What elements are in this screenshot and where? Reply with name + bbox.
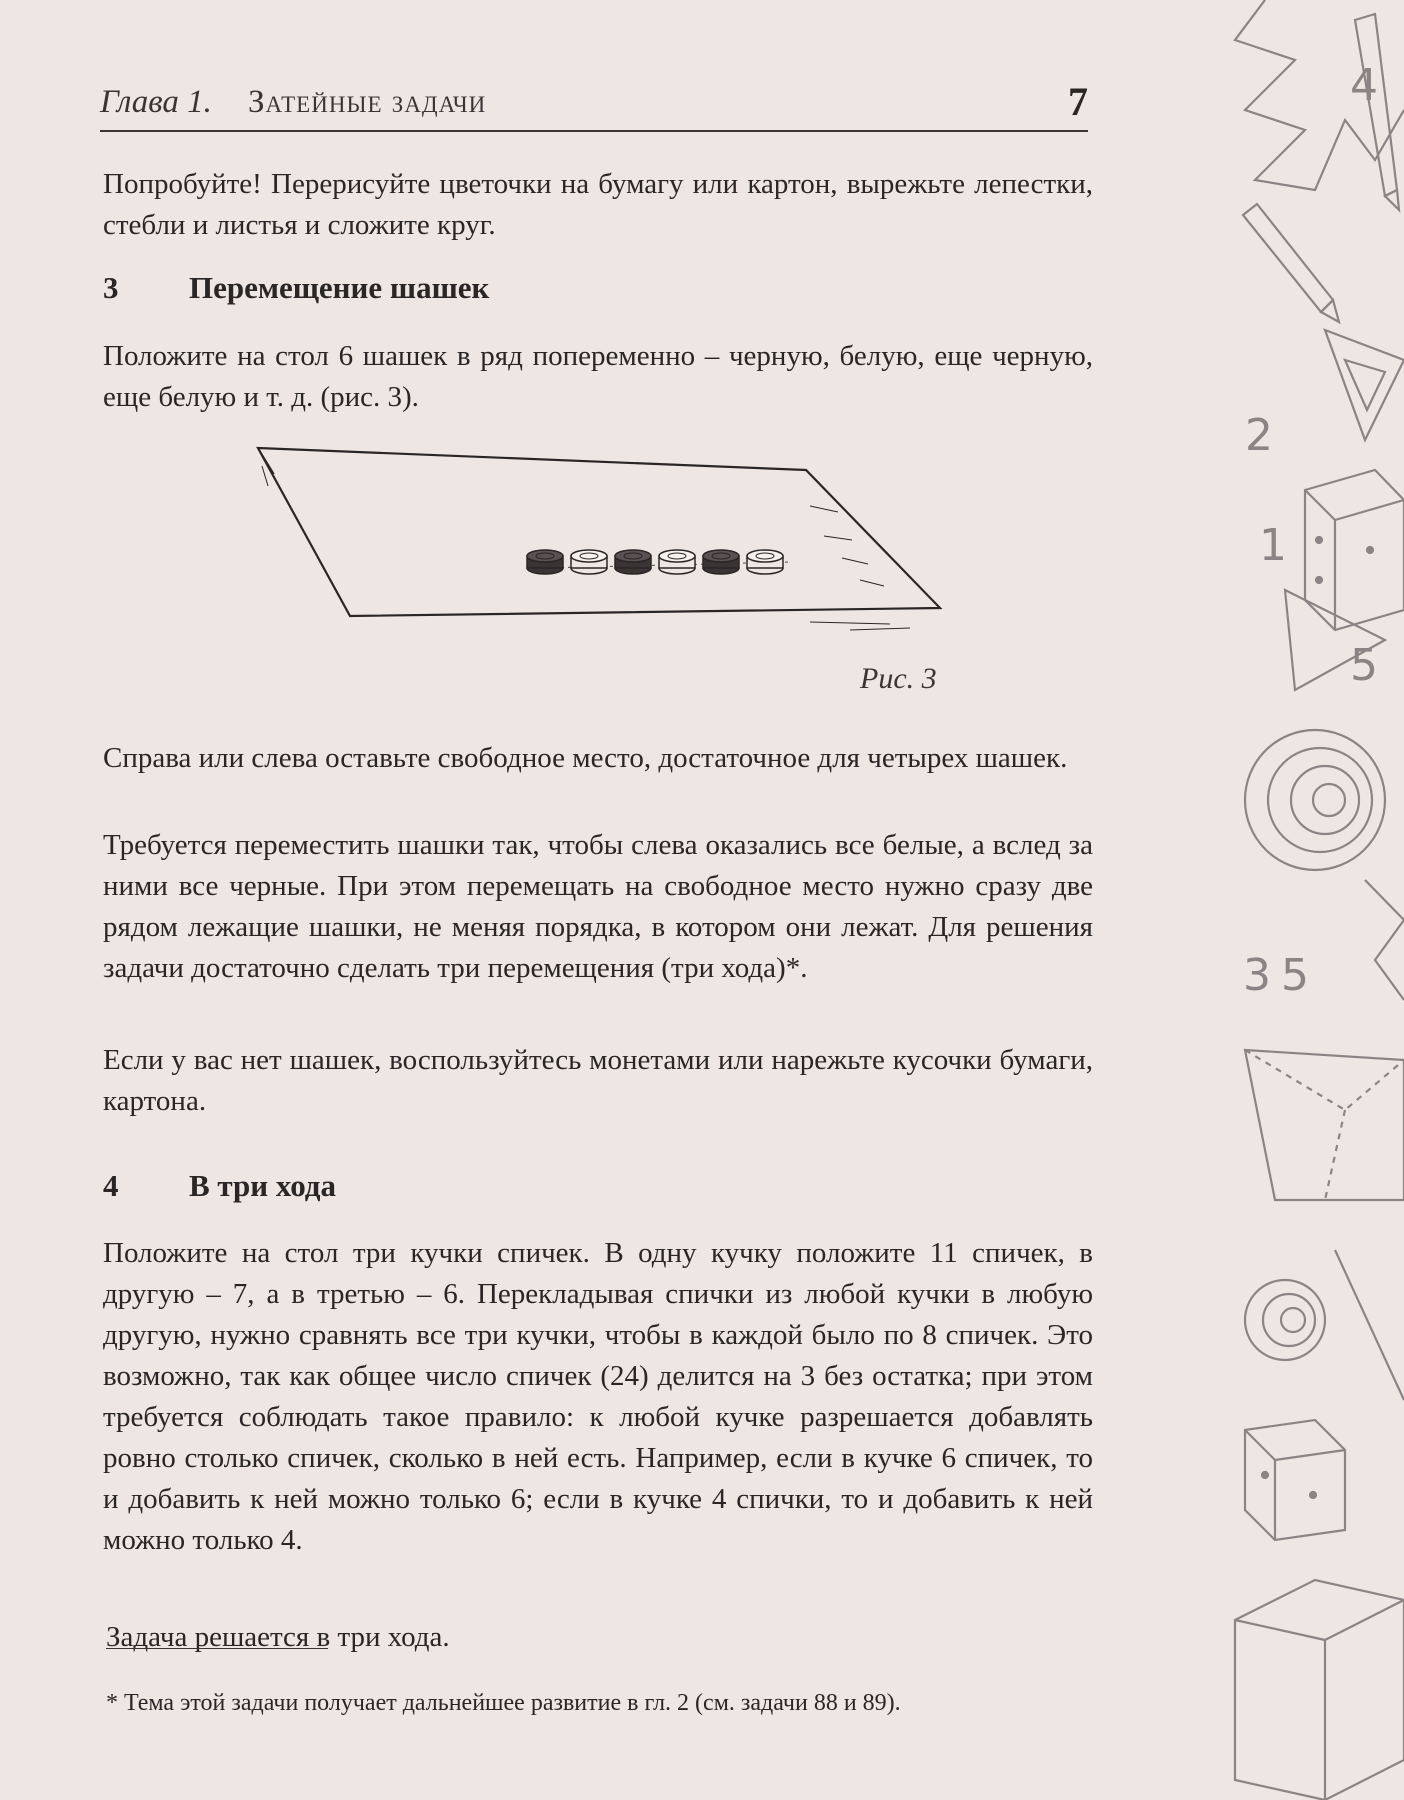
- black-checker: [615, 550, 651, 574]
- header-title: Затейные задачи: [248, 84, 487, 120]
- problem-3-paragraph-4: Если у вас нет шашек, воспользуйтесь монетами или нарежьте кусочки бумаги, картона.: [103, 1044, 1093, 1117]
- doodle-digit: 2: [1245, 410, 1273, 461]
- doodle-digit: 3: [1243, 950, 1271, 1001]
- black-checker: [703, 550, 739, 574]
- running-header: [100, 78, 1088, 132]
- problem-4-heading: [103, 1168, 1003, 1212]
- doodle-digit: 1: [1259, 520, 1287, 571]
- checkers-row: [527, 550, 783, 574]
- zigzag-shape: [1365, 880, 1404, 1000]
- problem-4-title: В три хода: [189, 1168, 336, 1203]
- header-chapter: Глава 1.: [100, 84, 212, 120]
- problem-4-paragraph-1: Положите на стол три кучки спичек. В одну кучку положите 11 спичек, в другую – 7, а в третью – 6. Перекладывая спички из любой кучки в любую другую, нужно сравнять все три кучки, чтобы в каждой было по 8 спичек. Это возможно, так как общее число спичек (24) делится на 3 без остатка; при этом требуется соблюдать такое правило: к любой кучке разрешается добавлять ровно столько спичек, сколько в ней есть. Например, если в кучке 6 спичек, то и добавить к ней можно только 6; если в кучке 4 спички, то и добавить к ней можно только 4.: [103, 1237, 1093, 1556]
- intro-paragraph: Попробуйте! Перерисуйте цветочки на бумагу или картон, вырежьте лепестки, стебли и листья и сложите круг.: [103, 168, 1093, 241]
- problem-3-number: 3: [103, 270, 119, 305]
- problem-3-title: Перемещение шашек: [189, 270, 490, 305]
- checkers-illustration: [250, 440, 960, 640]
- footnote-rule: [106, 1648, 328, 1649]
- black-checker: [527, 550, 563, 574]
- page-number: 7: [1068, 79, 1088, 124]
- doodle-digit: 5: [1350, 640, 1378, 691]
- problem-4-number: 4: [103, 1168, 119, 1203]
- white-checker: [659, 550, 695, 574]
- footnote: * Тема этой задачи получает дальнейшее развитие в гл. 2 (см. задачи 88 и 89).: [106, 1690, 901, 1716]
- problem-4-paragraph-2: Задача решается в три хода.: [106, 1621, 450, 1653]
- white-checker: [571, 550, 607, 574]
- decorative-border: [1225, 0, 1404, 1800]
- problem-3-paragraph-1: Положите на стол 6 шашек в ряд попеременно – черную, белую, еще черную, еще белую и т. д. (рис. 3).: [103, 340, 1093, 413]
- pencil-icon: [1243, 204, 1339, 322]
- cube-icon: [1235, 1580, 1404, 1800]
- white-checker: [747, 550, 783, 574]
- dice-icon: [1305, 470, 1404, 630]
- doodle-digit: 5: [1281, 950, 1309, 1001]
- problem-3-paragraph-3: Требуется переместить шашки так, чтобы слева оказались все белые, а вслед за ними все черные. При этом перемещать на свободное место нужно сразу две рядом лежащие шашки, не меняя порядка, в котором они лежат. Для решения задачи достаточно сделать три перемещения (три хода)*.: [103, 829, 1093, 984]
- doodle-digit: 4: [1350, 60, 1378, 111]
- figure-caption: Рис. 3: [860, 662, 937, 695]
- problem-3-paragraph-2: Справа или слева оставьте свободное место, достаточное для четырех шашек.: [103, 742, 1068, 774]
- spiral-icon: [1245, 730, 1385, 870]
- match-icon: [1335, 1250, 1404, 1400]
- problem-3-heading: [103, 270, 1003, 314]
- dice-icon: [1245, 1420, 1345, 1540]
- triangle-ruler-icon: [1325, 330, 1404, 440]
- spiral-icon: [1245, 1280, 1325, 1360]
- envelope-icon: [1245, 1050, 1404, 1200]
- pencil-icon: [1355, 14, 1399, 210]
- table-surface: [258, 448, 940, 616]
